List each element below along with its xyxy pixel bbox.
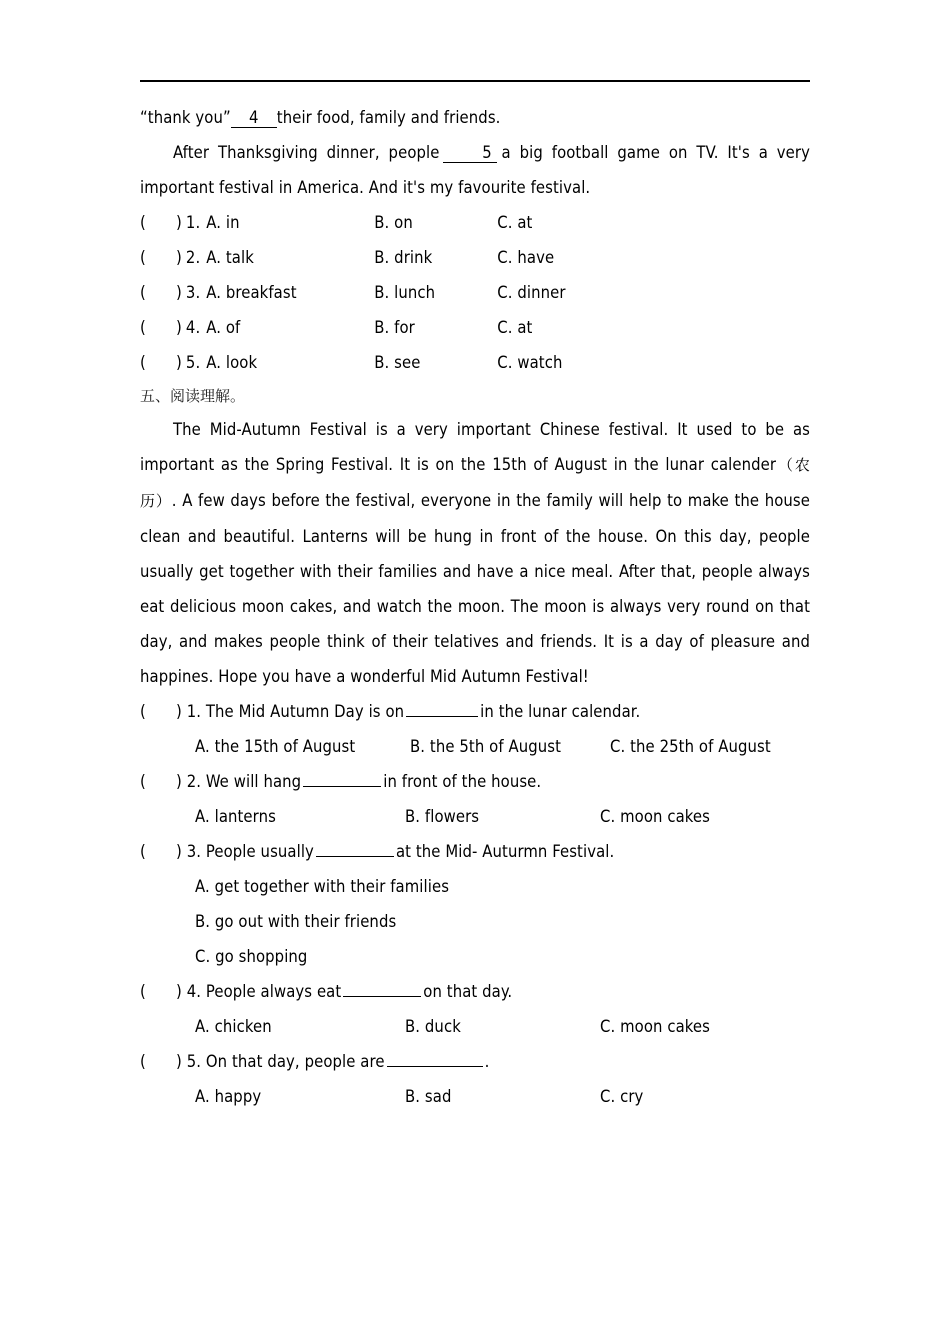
- option-c[interactable]: C. cry: [600, 1087, 644, 1106]
- reading-question-2-stem[interactable]: [140, 764, 810, 799]
- answer-blank[interactable]: [316, 842, 394, 857]
- answer-bracket-open: (: [140, 213, 146, 232]
- option-c[interactable]: C. have: [497, 248, 555, 267]
- option-c[interactable]: C. at: [497, 318, 533, 337]
- option-c[interactable]: C. the 25th of August: [610, 737, 771, 756]
- answer-bracket-open: (: [140, 702, 146, 721]
- answer-blank[interactable]: [303, 772, 381, 787]
- option-b[interactable]: B. flowers: [405, 807, 480, 826]
- reading-question-list: [140, 694, 810, 1114]
- option-b[interactable]: B. lunch: [374, 283, 436, 302]
- cloze-tail-before: “thank you”: [140, 108, 231, 127]
- question-number: 3.: [185, 283, 201, 302]
- reading-question-4-options: [140, 1009, 810, 1044]
- option-c[interactable]: C. watch: [497, 353, 563, 372]
- answer-bracket-open: (: [140, 353, 146, 372]
- reading-question-3-option-c[interactable]: C. go shopping: [195, 947, 308, 966]
- cloze-question-3[interactable]: [140, 275, 810, 310]
- cloze-last-before: After Thanksgiving dinner, people: [173, 143, 440, 162]
- answer-bracket-open: (: [140, 318, 146, 337]
- cloze-blank-4: 4: [231, 108, 277, 128]
- question-stem-suffix: .: [484, 1052, 490, 1071]
- cloze-question-4[interactable]: [140, 310, 810, 345]
- section-heading-reading: 五、阅读理解。: [140, 387, 246, 405]
- option-b[interactable]: B. drink: [374, 248, 433, 267]
- question-stem-suffix: on that day.: [423, 982, 513, 1001]
- reading-question-3-option-b[interactable]: B. go out with their friends: [195, 912, 397, 931]
- reading-question-2-options: [140, 799, 810, 834]
- question-stem-suffix: in front of the house.: [383, 772, 542, 791]
- reading-question-3-stem[interactable]: [140, 834, 810, 869]
- answer-blank[interactable]: [343, 982, 421, 997]
- reading-question-3-option-a[interactable]: A. get together with their families: [195, 877, 450, 896]
- option-b[interactable]: B. for: [374, 318, 415, 337]
- reading-question-5-options: [140, 1079, 810, 1114]
- question-number: 5.: [185, 353, 201, 372]
- question-number: 1.: [185, 213, 201, 232]
- cloze-blank-5: 5: [443, 143, 497, 163]
- answer-bracket-close: ): [176, 283, 182, 302]
- reading-passage-part2: . A few days before the festival, everyone in the family will help to make the house clean and beautiful. Lanterns will be hung in front of the house. On this day, people usually get together with their families and have a nice meal. After that, people always eat delicious moon cakes, and watch the moon. The moon is always very round on that day, and makes people think of their telatives and friends. It is a day of pleasure and happines. Hope you have a wonderful Mid Autumn Festival!: [140, 491, 810, 686]
- option-b[interactable]: B. sad: [405, 1087, 452, 1106]
- answer-blank[interactable]: [387, 1052, 483, 1067]
- answer-bracket-close: ): [176, 213, 182, 232]
- option-a[interactable]: A. look: [206, 353, 258, 372]
- answer-bracket-close: ): [176, 248, 182, 267]
- reading-question-5-stem[interactable]: [140, 1044, 810, 1079]
- cloze-question-list: [140, 205, 810, 380]
- answer-blank[interactable]: [406, 702, 478, 717]
- question-stem-prefix: ) 4. People always eat: [176, 982, 342, 1001]
- option-a[interactable]: A. in: [206, 213, 240, 232]
- option-a[interactable]: A. the 15th of August: [195, 737, 356, 756]
- cloze-tail-after: their food, family and friends.: [276, 108, 501, 127]
- cloze-question-5[interactable]: [140, 345, 810, 380]
- cloze-passage-last-paragraph: [140, 135, 810, 205]
- question-number: 2.: [185, 248, 201, 267]
- answer-bracket-open: (: [140, 1052, 146, 1071]
- answer-bracket-open: (: [140, 772, 146, 791]
- reading-question-1-stem[interactable]: [140, 694, 810, 729]
- question-stem-suffix: in the lunar calendar.: [480, 702, 641, 721]
- option-b[interactable]: B. on: [374, 213, 413, 232]
- option-a[interactable]: A. lanterns: [195, 807, 276, 826]
- option-c[interactable]: C. moon cakes: [600, 807, 710, 826]
- question-stem-prefix: ) 5. On that day, people are: [176, 1052, 385, 1071]
- answer-bracket-close: ): [176, 318, 182, 337]
- cloze-last-after: a big football game on TV. It's a very important festival in America. And it's my favourite festival.: [140, 143, 810, 197]
- answer-bracket-open: (: [140, 842, 146, 861]
- header-rule: [140, 80, 810, 82]
- option-b[interactable]: B. the 5th of August: [410, 737, 562, 756]
- question-stem-suffix: at the Mid- Auturmn Festival.: [395, 842, 615, 861]
- cloze-question-2[interactable]: [140, 240, 810, 275]
- reading-passage-part1: The Mid-Autumn Festival is a very important Chinese festival. It used to be as important as the Spring Festival. It is on the 15th of August in the lunar calender: [140, 420, 810, 474]
- question-stem-prefix: ) 1. The Mid Autumn Day is on: [176, 702, 405, 721]
- question-stem-prefix: ) 2. We will hang: [176, 772, 302, 791]
- question-number: 4.: [185, 318, 201, 337]
- reading-question-4-stem[interactable]: [140, 974, 810, 1009]
- option-a[interactable]: A. chicken: [195, 1017, 272, 1036]
- option-a[interactable]: A. happy: [195, 1087, 262, 1106]
- option-a[interactable]: A. of: [206, 318, 241, 337]
- question-stem-prefix: ) 3. People usually: [176, 842, 314, 861]
- reading-passage-chinese-note: （农历）: [140, 456, 811, 510]
- option-a[interactable]: A. talk: [206, 248, 254, 267]
- answer-bracket-open: (: [140, 283, 146, 302]
- cloze-passage-tail-line: [140, 100, 810, 135]
- option-c[interactable]: C. dinner: [497, 283, 566, 302]
- reading-passage: [140, 412, 810, 694]
- page-content: [140, 80, 810, 1114]
- answer-bracket-close: ): [176, 353, 182, 372]
- option-b[interactable]: B. see: [374, 353, 421, 372]
- option-b[interactable]: B. duck: [405, 1017, 461, 1036]
- cloze-question-1[interactable]: [140, 205, 810, 240]
- option-a[interactable]: A. breakfast: [206, 283, 297, 302]
- option-c[interactable]: C. moon cakes: [600, 1017, 710, 1036]
- answer-bracket-open: (: [140, 248, 146, 267]
- reading-question-1-options: [140, 729, 810, 764]
- option-c[interactable]: C. at: [497, 213, 533, 232]
- answer-bracket-open: (: [140, 982, 146, 1001]
